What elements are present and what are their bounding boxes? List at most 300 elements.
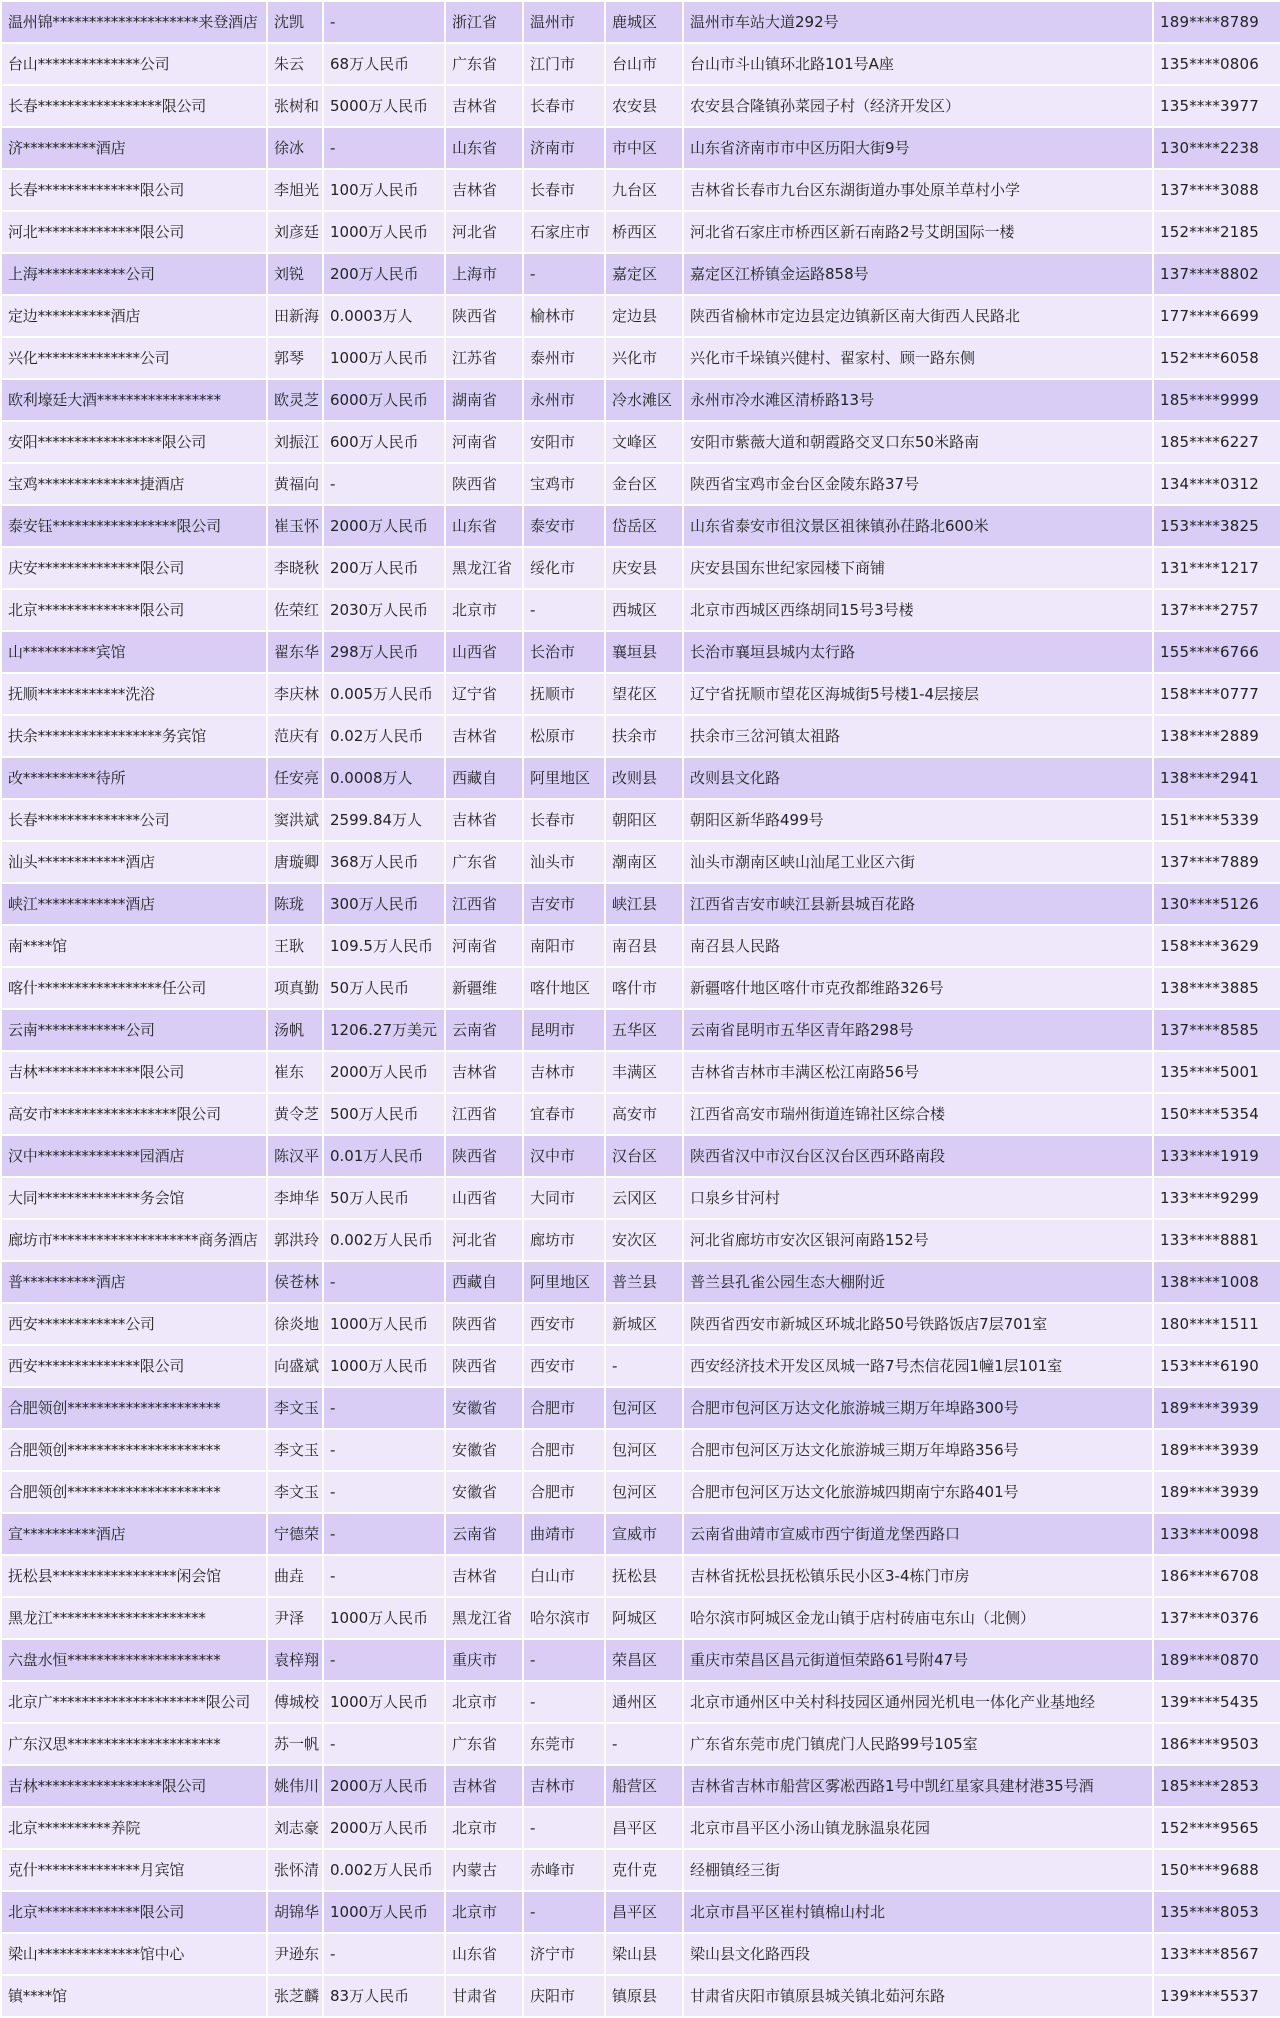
district-cell: 包河区 [605, 1387, 683, 1429]
address-cell: 云南省曲靖市宣威市西宁街道龙堡西路口 [683, 1513, 1153, 1555]
address-cell: 江西省高安市瑞州街道连锦社区综合楼 [683, 1093, 1153, 1135]
phone-cell: 186****6708 [1153, 1555, 1280, 1597]
district-cell: - [605, 1345, 683, 1387]
table-row [1, 673, 1280, 715]
registered-capital-cell: 109.5万人民币 [323, 925, 445, 967]
table-row [1, 1135, 1280, 1177]
city-cell: - [523, 589, 605, 631]
phone-cell: 189****0870 [1153, 1639, 1280, 1681]
registered-capital-cell: - [323, 1555, 445, 1597]
registered-capital-cell: 0.02万人民币 [323, 715, 445, 757]
phone-cell: 137****8585 [1153, 1009, 1280, 1051]
table-row [1, 1975, 1280, 2017]
table-row [1, 1345, 1280, 1387]
city-cell: 泰安市 [523, 505, 605, 547]
registered-capital-cell: 1000万人民币 [323, 337, 445, 379]
table-row [1, 1555, 1280, 1597]
district-cell: 包河区 [605, 1429, 683, 1471]
district-cell: 鹿城区 [605, 1, 683, 43]
city-cell: 南阳市 [523, 925, 605, 967]
province-cell: 北京市 [445, 589, 523, 631]
legal-person-cell: 曲垚 [267, 1555, 323, 1597]
company-name-cell: 吉林**************限公司 [1, 1051, 267, 1093]
address-cell: 汕头市潮南区峡山汕尾工业区六街 [683, 841, 1153, 883]
table-row [1, 631, 1280, 673]
registered-capital-cell: 6000万人民币 [323, 379, 445, 421]
company-name-cell: 宝鸡**************捷酒店 [1, 463, 267, 505]
city-cell: 宝鸡市 [523, 463, 605, 505]
legal-person-cell: 刘锐 [267, 253, 323, 295]
registered-capital-cell: - [323, 1933, 445, 1975]
province-cell: 山东省 [445, 127, 523, 169]
legal-person-cell: 欧灵芝 [267, 379, 323, 421]
registered-capital-cell: - [323, 1723, 445, 1765]
city-cell: 泰州市 [523, 337, 605, 379]
legal-person-cell: 尹泽 [267, 1597, 323, 1639]
registered-capital-cell: - [323, 1639, 445, 1681]
city-cell: 石家庄市 [523, 211, 605, 253]
registered-capital-cell: - [323, 1, 445, 43]
company-name-cell: 北京**************限公司 [1, 589, 267, 631]
phone-cell: 186****9503 [1153, 1723, 1280, 1765]
city-cell: - [523, 1807, 605, 1849]
phone-cell: 138****2889 [1153, 715, 1280, 757]
province-cell: 陕西省 [445, 295, 523, 337]
province-cell: 河北省 [445, 211, 523, 253]
district-cell: 庆安县 [605, 547, 683, 589]
district-cell: 望花区 [605, 673, 683, 715]
province-cell: 吉林省 [445, 85, 523, 127]
company-name-cell: 广东汉思********************* [1, 1723, 267, 1765]
city-cell: 庆阳市 [523, 1975, 605, 2017]
province-cell: 陕西省 [445, 1303, 523, 1345]
district-cell: 昌平区 [605, 1807, 683, 1849]
legal-person-cell: 田新海 [267, 295, 323, 337]
city-cell: - [523, 1639, 605, 1681]
registered-capital-cell: 1000万人民币 [323, 1891, 445, 1933]
legal-person-cell: 任安亮 [267, 757, 323, 799]
table-row [1, 379, 1280, 421]
city-cell: 赤峰市 [523, 1849, 605, 1891]
district-cell: 潮南区 [605, 841, 683, 883]
province-cell: 北京市 [445, 1681, 523, 1723]
phone-cell: 189****3939 [1153, 1387, 1280, 1429]
phone-cell: 131****1217 [1153, 547, 1280, 589]
address-cell: 陕西省榆林市定边县定边镇新区南大街西人民路北 [683, 295, 1153, 337]
province-cell: 湖南省 [445, 379, 523, 421]
table-row [1, 43, 1280, 85]
company-name-cell: 合肥领创********************* [1, 1471, 267, 1513]
legal-person-cell: 刘振江 [267, 421, 323, 463]
table-row [1, 337, 1280, 379]
registered-capital-cell: 2000万人民币 [323, 505, 445, 547]
company-name-cell: 抚松县*****************闲会馆 [1, 1555, 267, 1597]
address-cell: 甘肃省庆阳市镇原县城关镇北茹河东路 [683, 1975, 1153, 2017]
company-name-cell: 廊坊市********************商务酒店 [1, 1219, 267, 1261]
city-cell: 汉中市 [523, 1135, 605, 1177]
phone-cell: 135****5001 [1153, 1051, 1280, 1093]
address-cell: 口泉乡甘河村 [683, 1177, 1153, 1219]
phone-cell: 185****6227 [1153, 421, 1280, 463]
phone-cell: 155****6766 [1153, 631, 1280, 673]
district-cell: 普兰县 [605, 1261, 683, 1303]
company-name-cell: 吉林*****************限公司 [1, 1765, 267, 1807]
address-cell: 山东省济南市市中区历阳大街9号 [683, 127, 1153, 169]
address-cell: 河北省石家庄市桥西区新石南路2号艾朗国际一楼 [683, 211, 1153, 253]
address-cell: 经棚镇经三街 [683, 1849, 1153, 1891]
registered-capital-cell: 298万人民币 [323, 631, 445, 673]
address-cell: 普兰县孔雀公园生态大棚附近 [683, 1261, 1153, 1303]
table-row [1, 1471, 1280, 1513]
phone-cell: 133****0098 [1153, 1513, 1280, 1555]
city-cell: 阿里地区 [523, 1261, 605, 1303]
address-cell: 陕西省西安市新城区环城北路50号铁路饭店7层701室 [683, 1303, 1153, 1345]
province-cell: 河南省 [445, 421, 523, 463]
company-name-cell: 高安市*****************限公司 [1, 1093, 267, 1135]
company-name-cell: 定边**********酒店 [1, 295, 267, 337]
legal-person-cell: 佐荣红 [267, 589, 323, 631]
phone-cell: 189****8789 [1153, 1, 1280, 43]
table-row [1, 1765, 1280, 1807]
phone-cell: 153****3825 [1153, 505, 1280, 547]
city-cell: 温州市 [523, 1, 605, 43]
table-row [1, 799, 1280, 841]
province-cell: 安徽省 [445, 1471, 523, 1513]
company-name-cell: 长春**************限公司 [1, 169, 267, 211]
table-row [1, 295, 1280, 337]
registered-capital-cell: 1000万人民币 [323, 1681, 445, 1723]
phone-cell: 138****3885 [1153, 967, 1280, 1009]
district-cell: 镇原县 [605, 1975, 683, 2017]
province-cell: 河北省 [445, 1219, 523, 1261]
district-cell: 昌平区 [605, 1891, 683, 1933]
registered-capital-cell: 200万人民币 [323, 547, 445, 589]
registered-capital-cell: 0.0003万人 [323, 295, 445, 337]
company-name-cell: 南****馆 [1, 925, 267, 967]
district-cell: 五华区 [605, 1009, 683, 1051]
district-cell: 西城区 [605, 589, 683, 631]
registered-capital-cell: - [323, 1513, 445, 1555]
table-row [1, 1891, 1280, 1933]
district-cell: 南召县 [605, 925, 683, 967]
registered-capital-cell: 100万人民币 [323, 169, 445, 211]
address-cell: 安阳市紫薇大道和朝霞路交叉口东50米路南 [683, 421, 1153, 463]
city-cell: 哈尔滨市 [523, 1597, 605, 1639]
table-row [1, 1639, 1280, 1681]
district-cell: 荣昌区 [605, 1639, 683, 1681]
legal-person-cell: 项真勤 [267, 967, 323, 1009]
table-row [1, 1219, 1280, 1261]
district-cell: 丰满区 [605, 1051, 683, 1093]
city-cell: 大同市 [523, 1177, 605, 1219]
province-cell: 云南省 [445, 1513, 523, 1555]
province-cell: 江苏省 [445, 337, 523, 379]
province-cell: 重庆市 [445, 1639, 523, 1681]
province-cell: 陕西省 [445, 1345, 523, 1387]
address-cell: 农安县合隆镇孙菜园子村（经济开发区） [683, 85, 1153, 127]
legal-person-cell: 王耿 [267, 925, 323, 967]
district-cell: 文峰区 [605, 421, 683, 463]
district-cell: 包河区 [605, 1471, 683, 1513]
company-name-cell: 克什**************月宾馆 [1, 1849, 267, 1891]
district-cell: 台山市 [605, 43, 683, 85]
legal-person-cell: 李晓秋 [267, 547, 323, 589]
company-name-cell: 梁山**************馆中心 [1, 1933, 267, 1975]
legal-person-cell: 陈珑 [267, 883, 323, 925]
table-row [1, 967, 1280, 1009]
table-row [1, 757, 1280, 799]
city-cell: 松原市 [523, 715, 605, 757]
city-cell: - [523, 1891, 605, 1933]
district-cell: 抚松县 [605, 1555, 683, 1597]
address-cell: 吉林省吉林市船营区雾凇西路1号中凯红星家具建材港35号酒 [683, 1765, 1153, 1807]
province-cell: 江西省 [445, 883, 523, 925]
company-name-cell: 山**********宾馆 [1, 631, 267, 673]
legal-person-cell: 向盛斌 [267, 1345, 323, 1387]
table-row [1, 253, 1280, 295]
province-cell: 山西省 [445, 1177, 523, 1219]
city-cell: 宜春市 [523, 1093, 605, 1135]
table-body [1, 1, 1280, 2017]
district-cell: 通州区 [605, 1681, 683, 1723]
legal-person-cell: 胡锦华 [267, 1891, 323, 1933]
company-name-cell: 合肥领创********************* [1, 1429, 267, 1471]
city-cell: 廊坊市 [523, 1219, 605, 1261]
province-cell: 内蒙古 [445, 1849, 523, 1891]
district-cell: 安次区 [605, 1219, 683, 1261]
district-cell: 峡江县 [605, 883, 683, 925]
company-name-cell: 济**********酒店 [1, 127, 267, 169]
phone-cell: 133****1919 [1153, 1135, 1280, 1177]
province-cell: 辽宁省 [445, 673, 523, 715]
district-cell: 宣威市 [605, 1513, 683, 1555]
address-cell: 北京市西城区西绦胡同15号3号楼 [683, 589, 1153, 631]
table-row [1, 1051, 1280, 1093]
province-cell: 新疆维 [445, 967, 523, 1009]
phone-cell: 185****9999 [1153, 379, 1280, 421]
phone-cell: 138****1008 [1153, 1261, 1280, 1303]
company-name-cell: 台山**************公司 [1, 43, 267, 85]
phone-cell: 133****9299 [1153, 1177, 1280, 1219]
phone-cell: 137****3088 [1153, 169, 1280, 211]
legal-person-cell: 翟东华 [267, 631, 323, 673]
registered-capital-cell: 5000万人民币 [323, 85, 445, 127]
phone-cell: 189****3939 [1153, 1471, 1280, 1513]
address-cell: 重庆市荣昌区昌元街道恒荣路61号附47号 [683, 1639, 1153, 1681]
legal-person-cell: 张树和 [267, 85, 323, 127]
legal-person-cell: 苏一帆 [267, 1723, 323, 1765]
address-cell: 北京市通州区中关村科技园区通州园光机电一体化产业基地经 [683, 1681, 1153, 1723]
company-name-cell: 温州锦********************来登酒店 [1, 1, 267, 43]
phone-cell: 177****6699 [1153, 295, 1280, 337]
district-cell: 九台区 [605, 169, 683, 211]
registered-capital-cell: 0.002万人民币 [323, 1849, 445, 1891]
city-cell: 合肥市 [523, 1471, 605, 1513]
city-cell: 吉林市 [523, 1051, 605, 1093]
registered-capital-cell: 368万人民币 [323, 841, 445, 883]
registered-capital-cell: - [323, 463, 445, 505]
company-name-cell: 汉中**************园酒店 [1, 1135, 267, 1177]
registered-capital-cell: 83万人民币 [323, 1975, 445, 2017]
city-cell: 长春市 [523, 799, 605, 841]
city-cell: 合肥市 [523, 1387, 605, 1429]
address-cell: 合肥市包河区万达文化旅游城三期万年埠路356号 [683, 1429, 1153, 1471]
address-cell: 吉林省吉林市丰满区松江南路56号 [683, 1051, 1153, 1093]
address-cell: 哈尔滨市阿城区金龙山镇于店村砖庙屯东山（北侧） [683, 1597, 1153, 1639]
province-cell: 黑龙江省 [445, 547, 523, 589]
company-name-cell: 汕头************酒店 [1, 841, 267, 883]
province-cell: 吉林省 [445, 715, 523, 757]
province-cell: 西藏自 [445, 1261, 523, 1303]
registered-capital-cell: 200万人民币 [323, 253, 445, 295]
city-cell: 长治市 [523, 631, 605, 673]
legal-person-cell: 袁梓翔 [267, 1639, 323, 1681]
registered-capital-cell: 2599.84万人 [323, 799, 445, 841]
phone-cell: 139****5435 [1153, 1681, 1280, 1723]
table-row [1, 1177, 1280, 1219]
company-name-cell: 六盘水恒********************* [1, 1639, 267, 1681]
province-cell: 陕西省 [445, 463, 523, 505]
phone-cell: 133****8567 [1153, 1933, 1280, 1975]
phone-cell: 137****7889 [1153, 841, 1280, 883]
phone-cell: 135****8053 [1153, 1891, 1280, 1933]
company-name-cell: 河北**************限公司 [1, 211, 267, 253]
province-cell: 陕西省 [445, 1135, 523, 1177]
address-cell: 合肥市包河区万达文化旅游城三期万年埠路300号 [683, 1387, 1153, 1429]
registered-capital-cell: 2030万人民币 [323, 589, 445, 631]
table-row [1, 1849, 1280, 1891]
district-cell: 改则县 [605, 757, 683, 799]
table-row [1, 505, 1280, 547]
legal-person-cell: 李庆林 [267, 673, 323, 715]
district-cell: 农安县 [605, 85, 683, 127]
registered-capital-cell: 2000万人民币 [323, 1807, 445, 1849]
table-row [1, 127, 1280, 169]
address-cell: 吉林省抚松县抚松镇乐民小区3-4栋门市房 [683, 1555, 1153, 1597]
city-cell: 白山市 [523, 1555, 605, 1597]
legal-person-cell: 崔玉怀 [267, 505, 323, 547]
registered-capital-cell: - [323, 1387, 445, 1429]
city-cell: 长春市 [523, 169, 605, 211]
phone-cell: 135****3977 [1153, 85, 1280, 127]
province-cell: 西藏自 [445, 757, 523, 799]
legal-person-cell: 姚伟川 [267, 1765, 323, 1807]
legal-person-cell: 李文玉 [267, 1471, 323, 1513]
district-cell: 高安市 [605, 1093, 683, 1135]
district-cell: 云冈区 [605, 1177, 683, 1219]
registered-capital-cell: 50万人民币 [323, 1177, 445, 1219]
district-cell: 金台区 [605, 463, 683, 505]
city-cell: 西安市 [523, 1303, 605, 1345]
table-row [1, 1261, 1280, 1303]
table-row [1, 211, 1280, 253]
legal-person-cell: 张怀清 [267, 1849, 323, 1891]
address-cell: 扶余市三岔河镇太祖路 [683, 715, 1153, 757]
company-name-cell: 大同**************务会馆 [1, 1177, 267, 1219]
province-cell: 浙江省 [445, 1, 523, 43]
company-name-cell: 合肥领创********************* [1, 1387, 267, 1429]
province-cell: 吉林省 [445, 799, 523, 841]
table-row [1, 169, 1280, 211]
registered-capital-cell: 1206.27万美元 [323, 1009, 445, 1051]
company-name-cell: 改**********待所 [1, 757, 267, 799]
district-cell: 兴化市 [605, 337, 683, 379]
district-cell: 桥西区 [605, 211, 683, 253]
district-cell: - [605, 1723, 683, 1765]
legal-person-cell: 徐炎地 [267, 1303, 323, 1345]
legal-person-cell: 范庆有 [267, 715, 323, 757]
address-cell: 合肥市包河区万达文化旅游城四期南宁东路401号 [683, 1471, 1153, 1513]
province-cell: 山东省 [445, 505, 523, 547]
registered-capital-cell: 2000万人民币 [323, 1051, 445, 1093]
registered-capital-cell: - [323, 1261, 445, 1303]
phone-cell: 133****8881 [1153, 1219, 1280, 1261]
registered-capital-cell: 600万人民币 [323, 421, 445, 463]
phone-cell: 134****0312 [1153, 463, 1280, 505]
table-row [1, 1723, 1280, 1765]
phone-cell: 130****5126 [1153, 883, 1280, 925]
address-cell: 永州市冷水滩区清桥路13号 [683, 379, 1153, 421]
phone-cell: 153****6190 [1153, 1345, 1280, 1387]
phone-cell: 150****9688 [1153, 1849, 1280, 1891]
company-name-cell: 北京**************限公司 [1, 1891, 267, 1933]
legal-person-cell: 朱云 [267, 43, 323, 85]
city-cell: 抚顺市 [523, 673, 605, 715]
address-cell: 陕西省宝鸡市金台区金陵东路37号 [683, 463, 1153, 505]
table-row [1, 1, 1280, 43]
registered-capital-cell: 1000万人民币 [323, 1345, 445, 1387]
city-cell: - [523, 1681, 605, 1723]
address-cell: 梁山县文化路西段 [683, 1933, 1153, 1975]
company-name-cell: 欧利壕廷大酒***************** [1, 379, 267, 421]
legal-person-cell: 崔东 [267, 1051, 323, 1093]
company-name-cell: 抚顺************洗浴 [1, 673, 267, 715]
city-cell: - [523, 253, 605, 295]
company-name-cell: 西安************公司 [1, 1303, 267, 1345]
registered-capital-cell: 2000万人民币 [323, 1765, 445, 1807]
table-row [1, 547, 1280, 589]
district-cell: 梁山县 [605, 1933, 683, 1975]
phone-cell: 139****5537 [1153, 1975, 1280, 2017]
phone-cell: 137****8802 [1153, 253, 1280, 295]
registered-capital-cell: 0.0008万人 [323, 757, 445, 799]
table-row [1, 1681, 1280, 1723]
address-cell: 云南省昆明市五华区青年路298号 [683, 1009, 1153, 1051]
legal-person-cell: 沈凯 [267, 1, 323, 43]
registered-capital-cell: 0.01万人民币 [323, 1135, 445, 1177]
district-cell: 扶余市 [605, 715, 683, 757]
district-cell: 定边县 [605, 295, 683, 337]
address-cell: 新疆喀什地区喀什市克孜都维路326号 [683, 967, 1153, 1009]
address-cell: 西安经济技术开发区凤城一路7号杰信花园1幢1层101室 [683, 1345, 1153, 1387]
registered-capital-cell: 1000万人民币 [323, 1597, 445, 1639]
legal-person-cell: 刘志豪 [267, 1807, 323, 1849]
address-cell: 台山市斗山镇环北路101号A座 [683, 43, 1153, 85]
city-cell: 曲靖市 [523, 1513, 605, 1555]
company-name-cell: 庆安**************限公司 [1, 547, 267, 589]
city-cell: 吉林市 [523, 1765, 605, 1807]
company-name-cell: 安阳*****************限公司 [1, 421, 267, 463]
phone-cell: 158****3629 [1153, 925, 1280, 967]
province-cell: 吉林省 [445, 1765, 523, 1807]
table-row [1, 1387, 1280, 1429]
registered-capital-cell: 500万人民币 [323, 1093, 445, 1135]
address-cell: 改则县文化路 [683, 757, 1153, 799]
table-row [1, 715, 1280, 757]
table-row [1, 85, 1280, 127]
legal-person-cell: 张芝麟 [267, 1975, 323, 2017]
province-cell: 吉林省 [445, 169, 523, 211]
